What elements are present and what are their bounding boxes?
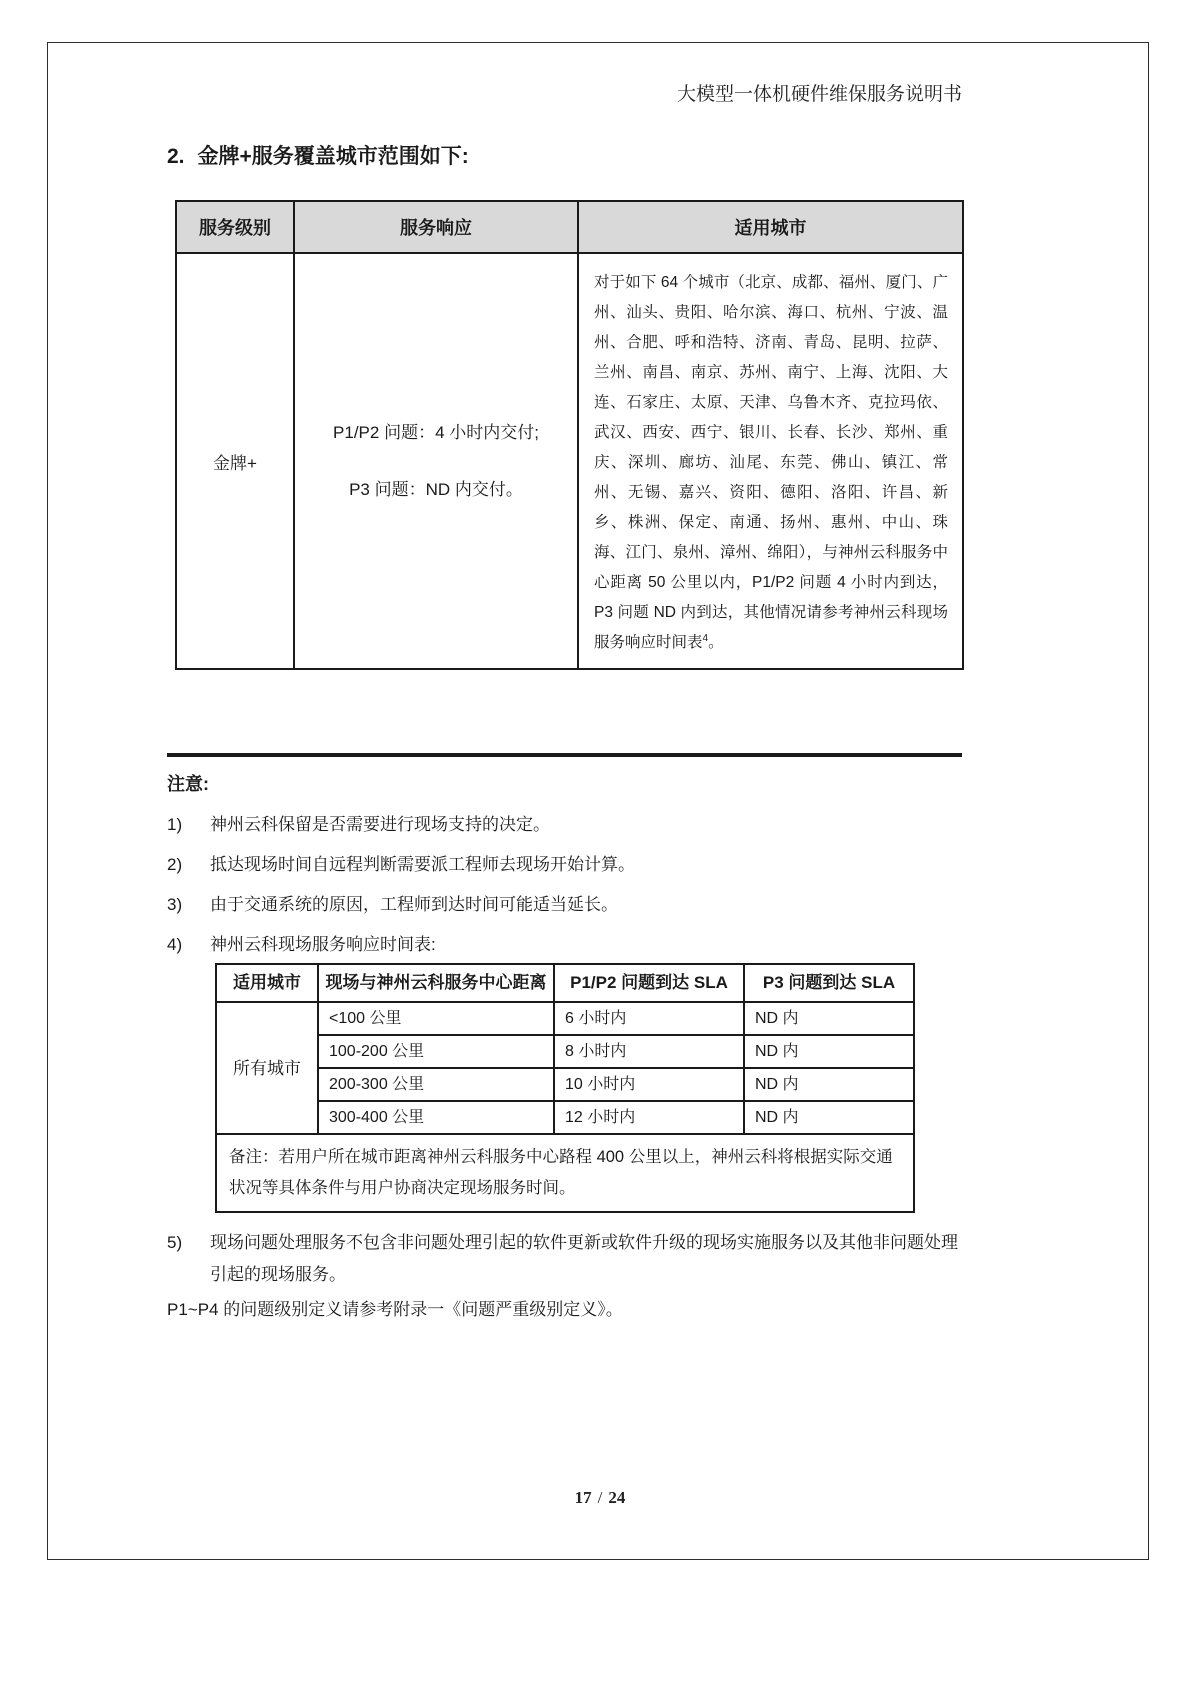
rt-header-distance: 现场与神州云科服务中心距离 — [318, 964, 554, 1002]
note-item-5 — [167, 1227, 962, 1291]
response-p3: P3 问题：ND 内交付。 — [349, 480, 523, 499]
section-title-text: 金牌+服务覆盖城市范围如下: — [197, 145, 469, 168]
note-number: 2) — [167, 855, 183, 874]
note-text: 神州云科现场服务响应时间表: — [210, 935, 436, 954]
p1p2-sla-cell: 12 小时内 — [554, 1101, 744, 1134]
service-level-cell: 金牌+ — [176, 253, 294, 669]
note-text: 神州云科保留是否需要进行现场支持的决定。 — [210, 815, 550, 834]
distance-cell: 300-400 公里 — [318, 1101, 554, 1134]
page-number-total: 24 — [608, 1488, 626, 1507]
p3-sla-cell: ND 内 — [744, 1101, 914, 1134]
rt-header-p1p2-sla: P1/P2 问题到达 SLA — [554, 964, 744, 1002]
coverage-table-header-row — [176, 201, 963, 253]
service-response-cell — [294, 253, 578, 669]
note-number: 1) — [167, 815, 183, 834]
p1p2-sla-cell: 6 小时内 — [554, 1002, 744, 1035]
footnote-marker: 4 — [702, 632, 709, 644]
remark-row — [216, 1134, 914, 1212]
cities-text: 对于如下 64 个城市（北京、成都、福州、厦门、广州、汕头、贵阳、哈尔滨、海口、杭州、宁波、温州、合肥、呼和浩特、济南、青岛、昆明、拉萨、兰州、南昌、南京、苏州、南宁、上海、沈阳、大连、石家庄、太原、天津、乌鲁木齐、克拉玛依、武汉、西安、西宁、银川、长春、长沙、郑州、重庆、深圳、廊坊、汕尾、东莞、佛山、镇江、常州、无锡、嘉兴、资阳、德阳、洛阳、许昌、新乡、株洲、保定、南通、扬州、惠州、中山、珠海、江门、泉州、漳州、绵阳），与神州云科服务中心距离 50 公里以内，P1/P2 问题 4 小时内到达，P3 问题 ND 内到达，其他情况请参考神州云科现场服务响应时间表 — [594, 274, 948, 651]
notice-label: 注意: — [167, 774, 209, 794]
section-number: 2. — [167, 145, 185, 168]
page-number-current: 17 — [574, 1488, 592, 1507]
note-number: 4) — [167, 935, 183, 954]
section-divider-line — [167, 753, 962, 757]
table-row — [216, 1101, 914, 1134]
note-text: 现场问题处理服务不包含非问题处理引起的软件更新或软件升级的现场实施服务以及其他非问题处理引起的现场服务。 — [210, 1233, 958, 1284]
rt-header-applicable-cities: 适用城市 — [216, 964, 318, 1002]
coverage-table-row — [176, 253, 963, 669]
table-row — [216, 1002, 914, 1035]
response-p1p2: P1/P2 问题：4 小时内交付; — [333, 423, 539, 442]
note-item-1 — [167, 813, 962, 836]
note-text: 由于交通系统的原因，工程师到达时间可能适当延长。 — [210, 895, 618, 914]
p3-sla-cell: ND 内 — [744, 1068, 914, 1101]
coverage-header-service-response: 服务响应 — [294, 201, 578, 253]
applicable-cities-cell — [578, 253, 963, 669]
distance-cell: 200-300 公里 — [318, 1068, 554, 1101]
page-number — [0, 1488, 1200, 1508]
rt-header-p3-sla: P3 问题到达 SLA — [744, 964, 914, 1002]
coverage-header-applicable-cities: 适用城市 — [578, 201, 963, 253]
page-number-separator: / — [597, 1488, 603, 1507]
distance-cell: 100-200 公里 — [318, 1035, 554, 1068]
response-time-table — [215, 963, 915, 1213]
note-item-3 — [167, 893, 962, 916]
note-text: 抵达现场时间自远程判断需要派工程师去现场开始计算。 — [210, 855, 635, 874]
remark-cell: 备注：若用户所在城市距离神州云科服务中心路程 400 公里以上，神州云科将根据实际交通状况等具体条件与用户协商决定现场服务时间。 — [216, 1134, 914, 1212]
response-table-header-row — [216, 964, 914, 1002]
note-number: 3) — [167, 895, 183, 914]
p3-sla-cell: ND 内 — [744, 1035, 914, 1068]
table-row — [216, 1068, 914, 1101]
closing-text: P1~P4 的问题级别定义请参考附录一《问题严重级别定义》。 — [167, 1300, 623, 1319]
p1p2-sla-cell: 10 小时内 — [554, 1068, 744, 1101]
distance-cell: <100 公里 — [318, 1002, 554, 1035]
note-item-2 — [167, 853, 962, 876]
cities-text-period: 。 — [708, 634, 724, 651]
city-group-cell: 所有城市 — [216, 1002, 318, 1134]
section-title — [167, 144, 962, 170]
coverage-header-service-level: 服务级别 — [176, 201, 294, 253]
table-row — [216, 1035, 914, 1068]
p1p2-sla-cell: 8 小时内 — [554, 1035, 744, 1068]
page-content — [167, 84, 962, 1322]
coverage-table — [175, 200, 964, 670]
document-header-title: 大模型一体机硬件维保服务说明书 — [676, 84, 962, 105]
note-item-4 — [167, 933, 962, 956]
note-number: 5) — [167, 1233, 183, 1252]
p3-sla-cell: ND 内 — [744, 1002, 914, 1035]
